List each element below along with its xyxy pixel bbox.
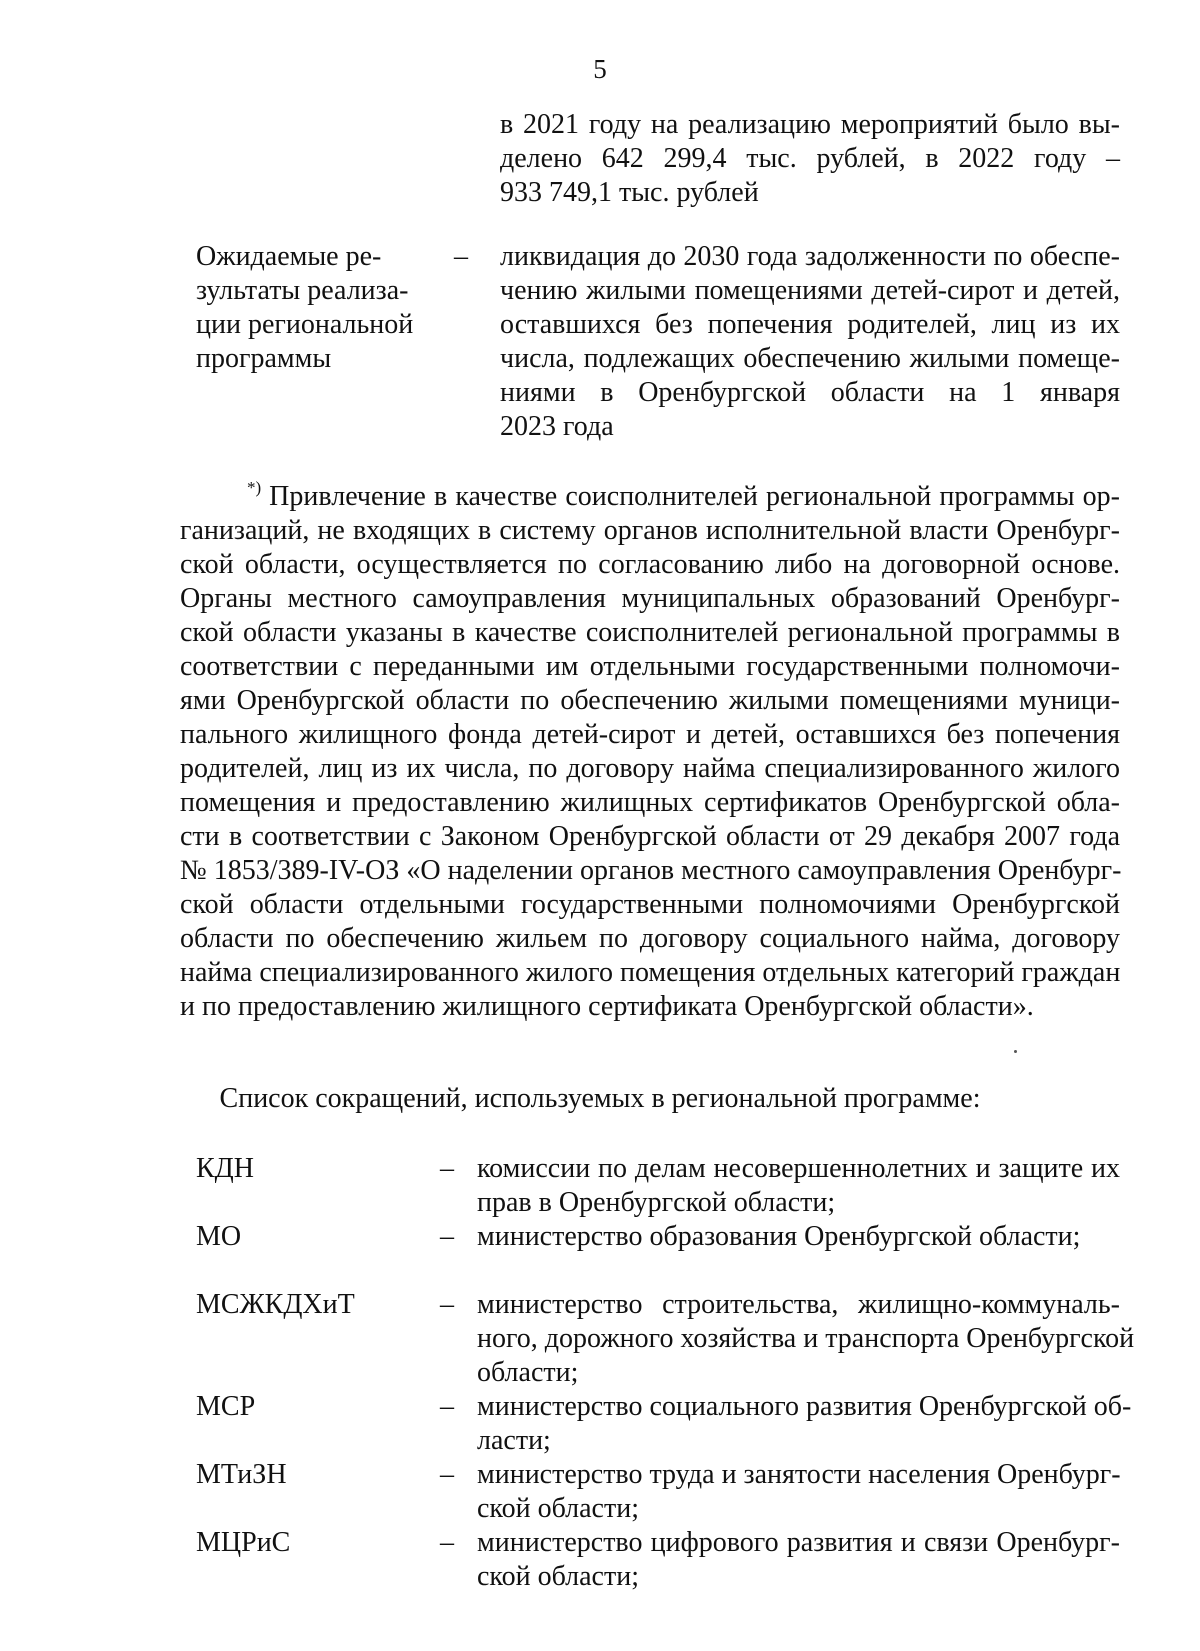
expected-results-label: ции региональной [196, 309, 414, 340]
expected-results-text: ликвидация до 2030 года задолженности по обеспе- [500, 241, 1120, 272]
expected-results-text: 2023 года [500, 411, 614, 442]
footnote-line: области по обеспечению жильем по договору социального найма, договору [180, 923, 1120, 954]
footnote-line: и по предоставлению жилищного сертификата Оренбургской области». [180, 991, 1034, 1022]
abbr-dash: – [440, 1153, 454, 1184]
footnote-line: ганизаций, не входящих в систему органов исполнительной власти Оренбург- [180, 515, 1120, 546]
footnote-line: ской области отдельными государственными полномочиями Оренбургской [180, 889, 1120, 920]
page-number: 5 [593, 54, 607, 84]
abbr-dash: – [440, 1221, 454, 1252]
footnote-line: Органы местного самоуправления муниципальных образований Оренбург- [180, 583, 1120, 614]
footnote-line: соответствии с переданными им отдельными государственными полномочи- [180, 651, 1120, 682]
footnote-line: помещения и предоставлению жилищных сертификатов Оренбургской обла- [180, 787, 1120, 818]
abbr-term: МСР [196, 1391, 256, 1422]
abbreviations-heading: Список сокращений, используемых в региональной программе: [219, 1083, 981, 1114]
expected-results-label: Ожидаемые ре- [196, 241, 382, 272]
abbr-term: МО [196, 1221, 242, 1252]
funding-line: 933 749,1 тыс. рублей [500, 177, 759, 208]
abbr-term: МСЖКДХиТ [196, 1289, 355, 1320]
expected-results-dash: – [454, 241, 468, 272]
footnote-line: Привлечение в качестве соисполнителей региональной программы ор- [269, 481, 1120, 512]
abbr-dash: – [440, 1527, 454, 1558]
abbr-dash: – [440, 1289, 454, 1320]
abbr-definition: ного, дорожного хозяйства и транспорта Оренбургской [477, 1323, 1135, 1354]
funding-line: делено 642 299,4 тыс. рублей, в 2022 году – [500, 143, 1120, 174]
expected-results-text: числа, подлежащих обеспечению жилыми помеще- [500, 343, 1120, 374]
expected-results-text: ниями в Оренбургской области на 1 января [500, 377, 1120, 408]
footnote-marker: *) [247, 478, 262, 497]
abbr-definition: министерство цифрового развития и связи Оренбург- [477, 1527, 1120, 1558]
footnote-line: найма специализированного жилого помещения отдельных категорий граждан [180, 957, 1121, 988]
abbr-definition: прав в Оренбургской области; [477, 1187, 836, 1218]
abbr-dash: – [440, 1391, 454, 1422]
footnote-line: ями Оренбургской области по обеспечению жилыми помещениями муници- [180, 685, 1120, 716]
abbr-definition: министерство труда и занятости населения Оренбург- [477, 1459, 1121, 1490]
footnote-line: № 1853/389-IV-ОЗ «О наделении органов местного самоуправления Оренбург- [180, 855, 1122, 886]
footnote-line: сти в соответствии с Законом Оренбургской области от 29 декабря 2007 года [180, 821, 1120, 852]
expected-results-label: зультаты реализа- [196, 275, 409, 306]
abbr-definition: области; [477, 1357, 579, 1388]
abbr-term: МЦРиС [196, 1527, 291, 1558]
footnote-line: ской области, осуществляется по согласованию либо на договорной основе. [180, 549, 1120, 580]
expected-results-label: программы [196, 343, 332, 374]
footnote-line: пального жилищного фонда детей-сирот и детей, оставшихся без попечения [180, 719, 1120, 750]
abbr-definition: министерство строительства, жилищно-коммуналь- [477, 1289, 1120, 1320]
abbr-term: МТиЗН [196, 1459, 287, 1490]
abbr-dash: – [440, 1459, 454, 1490]
abbr-definition: ласти; [477, 1425, 551, 1456]
scan-speck [1014, 1050, 1017, 1053]
footnote-line: родителей, лиц из их числа, по договору найма специализированного жилого [180, 753, 1120, 784]
footnote-line: ской области указаны в качестве соисполнителей региональной программы в [180, 617, 1120, 648]
expected-results-text: оставшихся без попечения родителей, лиц из их [500, 309, 1120, 340]
abbr-term: КДН [196, 1153, 254, 1184]
abbr-definition: комиссии по делам несовершеннолетних и защите их [477, 1153, 1120, 1184]
abbr-definition: министерство социального развития Оренбургской об- [477, 1391, 1132, 1422]
abbr-definition: министерство образования Оренбургской области; [477, 1221, 1081, 1252]
funding-line: в 2021 году на реализацию мероприятий было вы- [500, 109, 1120, 140]
abbr-definition: ской области; [477, 1561, 639, 1592]
abbr-definition: ской области; [477, 1493, 639, 1524]
expected-results-text: чению жилыми помещениями детей-сирот и детей, [500, 275, 1120, 306]
